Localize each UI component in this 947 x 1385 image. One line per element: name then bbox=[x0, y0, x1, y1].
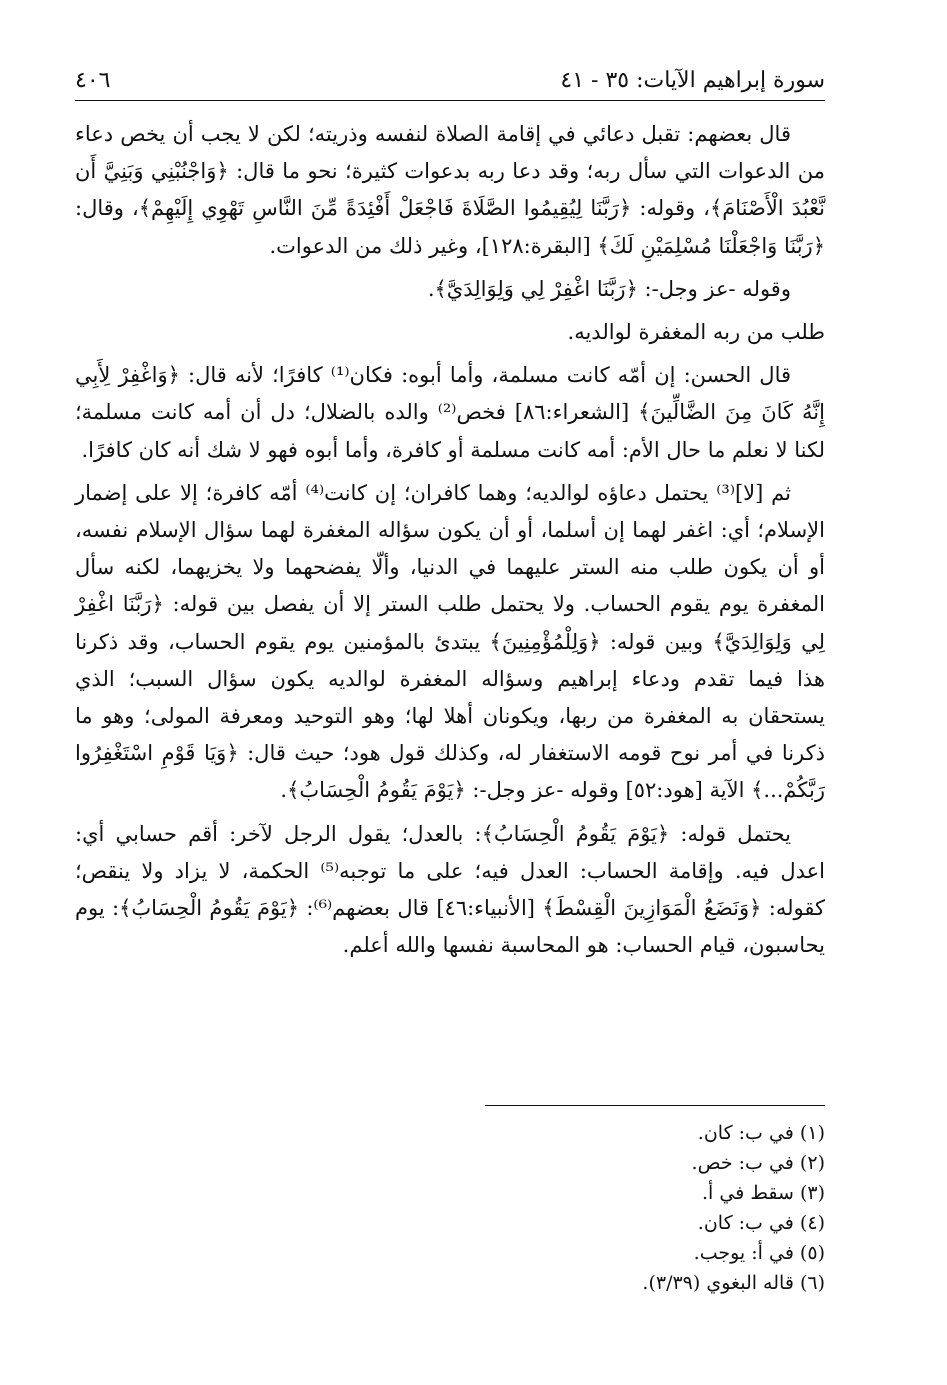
paragraph: قال الحسن: إن أمّه كانت مسلمة، وأما أبوه: فكان⁽¹⁾ كافرًا؛ لأنه قال: ﴿وَاغْفِرْ لِأَبِي إِنَّهُ كَانَ مِنَ الضَّالِّينَ﴾ [الشعراء:٨٦] فخص⁽²⁾ والده بالضلال؛ دل أن أمه كانت مسلمة؛ لكنا لا نعلم ما حال الأم: أمه كانت مسلمة أو كافرة، وأما أبوه فهو لا شك أنه كان كافرًا. bbox=[75, 363, 825, 462]
footnotes bbox=[75, 1118, 825, 1298]
paragraph: ثم [لا]⁽³⁾ يحتمل دعاؤه لوالديه؛ وهما كافران؛ إن كانت⁽⁴⁾ أمّه كافرة؛ إلا على إضمار الإسلام؛ أي: اغفر لهما إن أسلما، أو أن يكون سؤاله المغفرة لهما سؤال الإسلام نفسه، أو أن يكون طلب منه الستر عليهما في الدنيا، وألّا يفضحهما ولا يخزيهما، لكنه سأل المغفرة يوم يقوم الحساب. ولا يحتمل طلب الستر إلا أن يفصل بين قوله: ﴿رَبَّنَا اغْفِرْ لِي وَلِوَالِدَيَّ﴾ وبين قوله: ﴿وَلِلْمُؤْمِنِينَ﴾ يبتدئ بالمؤمنين يوم يقوم الحساب، وقد ذكرنا هذا فيما تقدم ودعاء إبراهيم وسؤاله المغفرة لوالديه يكون سؤال السبب؛ الذي يستحقان به المغفرة من ربها، ويكونان أهلا لها؛ وهو التوحيد ومعرفة المولى؛ وهو ما ذكرنا في أمر نوح قومه الاستغفار له، وكذلك قول هود؛ حيث قال: ﴿وَيَا قَوْمِ اسْتَغْفِرُوا رَبَّكُمْ...﴾ الآية [هود:٥٢] وقوله -عز وجل-: ﴿يَوْمَ يَقُومُ الْحِسَابُ﴾. bbox=[75, 480, 825, 803]
paragraph: طلب من ربه المغفرة لوالديه. bbox=[567, 320, 825, 345]
footnote: (٦) قاله البغوي (٣/٣٩). bbox=[642, 1272, 825, 1294]
running-title: سورة إبراهيم الآيات: ٣٥ - ٤١ bbox=[560, 67, 825, 93]
page-number: ٤٠٦ bbox=[75, 67, 111, 93]
paragraph: يحتمل قوله: ﴿يَوْمَ يَقُومُ الْحِسَابُ﴾: بالعدل؛ يقول الرجل لآخر: أقم حسابي أي: اعدل فيه. وإقامة الحساب: العدل فيه؛ على ما توجبه⁽⁵⁾ الحكمة، لا يزاد ولا ينقص؛ كقوله: ﴿وَنَضَعُ الْمَوَازِينَ الْقِسْطَ﴾ [الأنبياء:٤٦] قال بعضهم⁽⁶⁾: ﴿يَوْمَ يَقُومُ الْحِسَابُ﴾: يوم يحاسبون، قيام الحساب: هو المحاسبة نفسها والله أعلم. bbox=[75, 821, 825, 958]
footnote-divider bbox=[485, 1105, 825, 1106]
footnote: (٣) سقط في أ. bbox=[702, 1182, 825, 1204]
footnote: (٢) في ب: خص. bbox=[691, 1152, 825, 1174]
footnote: (٥) في أ: يوجب. bbox=[693, 1242, 825, 1264]
footnote: (٤) في ب: كان. bbox=[697, 1212, 825, 1234]
main-text bbox=[75, 116, 825, 970]
header-divider bbox=[75, 100, 825, 101]
footnote: (١) في ب: كان. bbox=[697, 1122, 825, 1144]
page-header bbox=[75, 62, 825, 98]
paragraph: وقوله -عز وجل-: ﴿رَبَّنَا اغْفِرْ لِي وَلِوَالِدَيَّ﴾. bbox=[427, 276, 791, 301]
paragraph: قال بعضهم: تقبل دعائي في إقامة الصلاة لنفسه وذريته؛ لكن لا يجب أن يخص دعاء من الدعوات التي سأل ربه؛ وقد دعا ربه بدعوات كثيرة؛ نحو ما قال: ﴿وَاجْنُبْنِي وَبَنِيَّ أَن نَّعْبُدَ الْأَصْنَامَ﴾، وقوله: ﴿رَبَّنَا لِيُقِيمُوا الصَّلَاةَ فَاجْعَلْ أَفْئِدَةً مِّنَ النَّاسِ تَهْوِي إِلَيْهِمْ﴾، وقال: ﴿رَبَّنَا وَاجْعَلْنَا مُسْلِمَيْنِ لَكَ﴾ [البقرة:١٢٨]، وغير ذلك من الدعوات. bbox=[75, 122, 825, 258]
